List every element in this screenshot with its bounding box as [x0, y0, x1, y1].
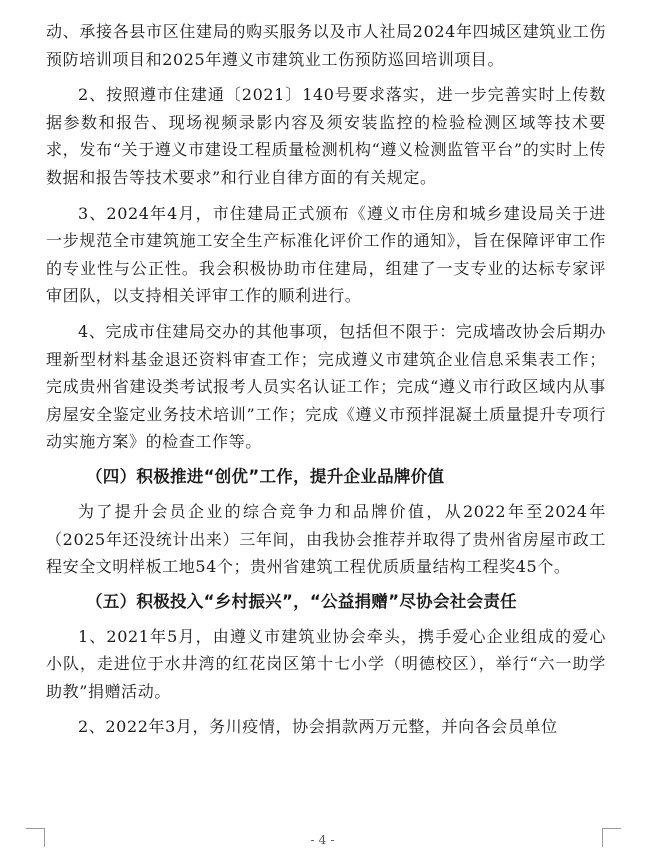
- paragraph-donation-2: 2、2022年3月，务川疫情，协会捐款两万元整，并向各会员单位: [78, 717, 558, 737]
- paragraph-item-2: 2、按照遵市住建通〔2021〕140号要求落实，进一步完善实时上传数据参数和报告、现场视频录影内容及须安装监控的检验检测区域等技术要求，发布“关于遵义市建设工程质量检测机构“遵义检测监管平台”的实时上传数据和报告等技术要求”和行业自律方面的有关规定。: [46, 85, 606, 187]
- paragraph-item-3: 3、2024年4月，市住建局正式颁布《遵义市住房和城乡建设局关于进一步规范全市建筑施工安全生产标准化评价工作的通知》，旨在保障评审工作的专业性与公正性。我会积极协助市住建局，组建了一支专业的达标专家评审团队，以支持相关评审工作的顺利进行。: [46, 203, 606, 306]
- paragraph-item-4: 4、完成市住建局交办的其他事项，包括但不限于：完成墙改协会后期办理新型材料基金退还资料审查工作；完成遵义市建筑企业信息采集表工作；完成贵州省建设类考试报考人员实名认证工作；完成“遵义市行政区域内从事房屋安全鉴定业务技术培训”工作；完成《遵义市预拌混凝土质量提升专项行动实施方案》的检查工作等。: [46, 321, 606, 452]
- section-heading-4: （四）积极推进“创优”工作，提升企业品牌价值: [86, 466, 445, 486]
- paragraph-awards: 为了提升会员企业的综合竞争力和品牌价值，从2022年至2024年（2025年还没统计出来）三年间，由我协会推荐并取得了贵州省房屋市政工程安全文明样板工地54个；贵州省建筑工程优质质量结构工程奖45个。: [46, 501, 606, 577]
- section-heading-5: （五）积极投入“乡村振兴”，“公益捐赠”尽协会社会责任: [86, 591, 517, 611]
- page-number: - 4 -: [310, 832, 335, 847]
- paragraph-donation-1: 1、2021年5月，由遵义市建筑业协会牵头，携手爱心企业组成的爱心小队，走进位于水井湾的红花岗区第十七小学（明德校区），举行“六一助学助教”捐赠活动。: [46, 626, 606, 701]
- paragraph-continuation: 动、承接各县市区住建局的购买服务以及市人社局2024年四城区建筑业工伤预防培训项目和2025年遵义市建筑业工伤预防巡回培训项目。: [46, 22, 606, 69]
- document-body: [46, 18, 606, 749]
